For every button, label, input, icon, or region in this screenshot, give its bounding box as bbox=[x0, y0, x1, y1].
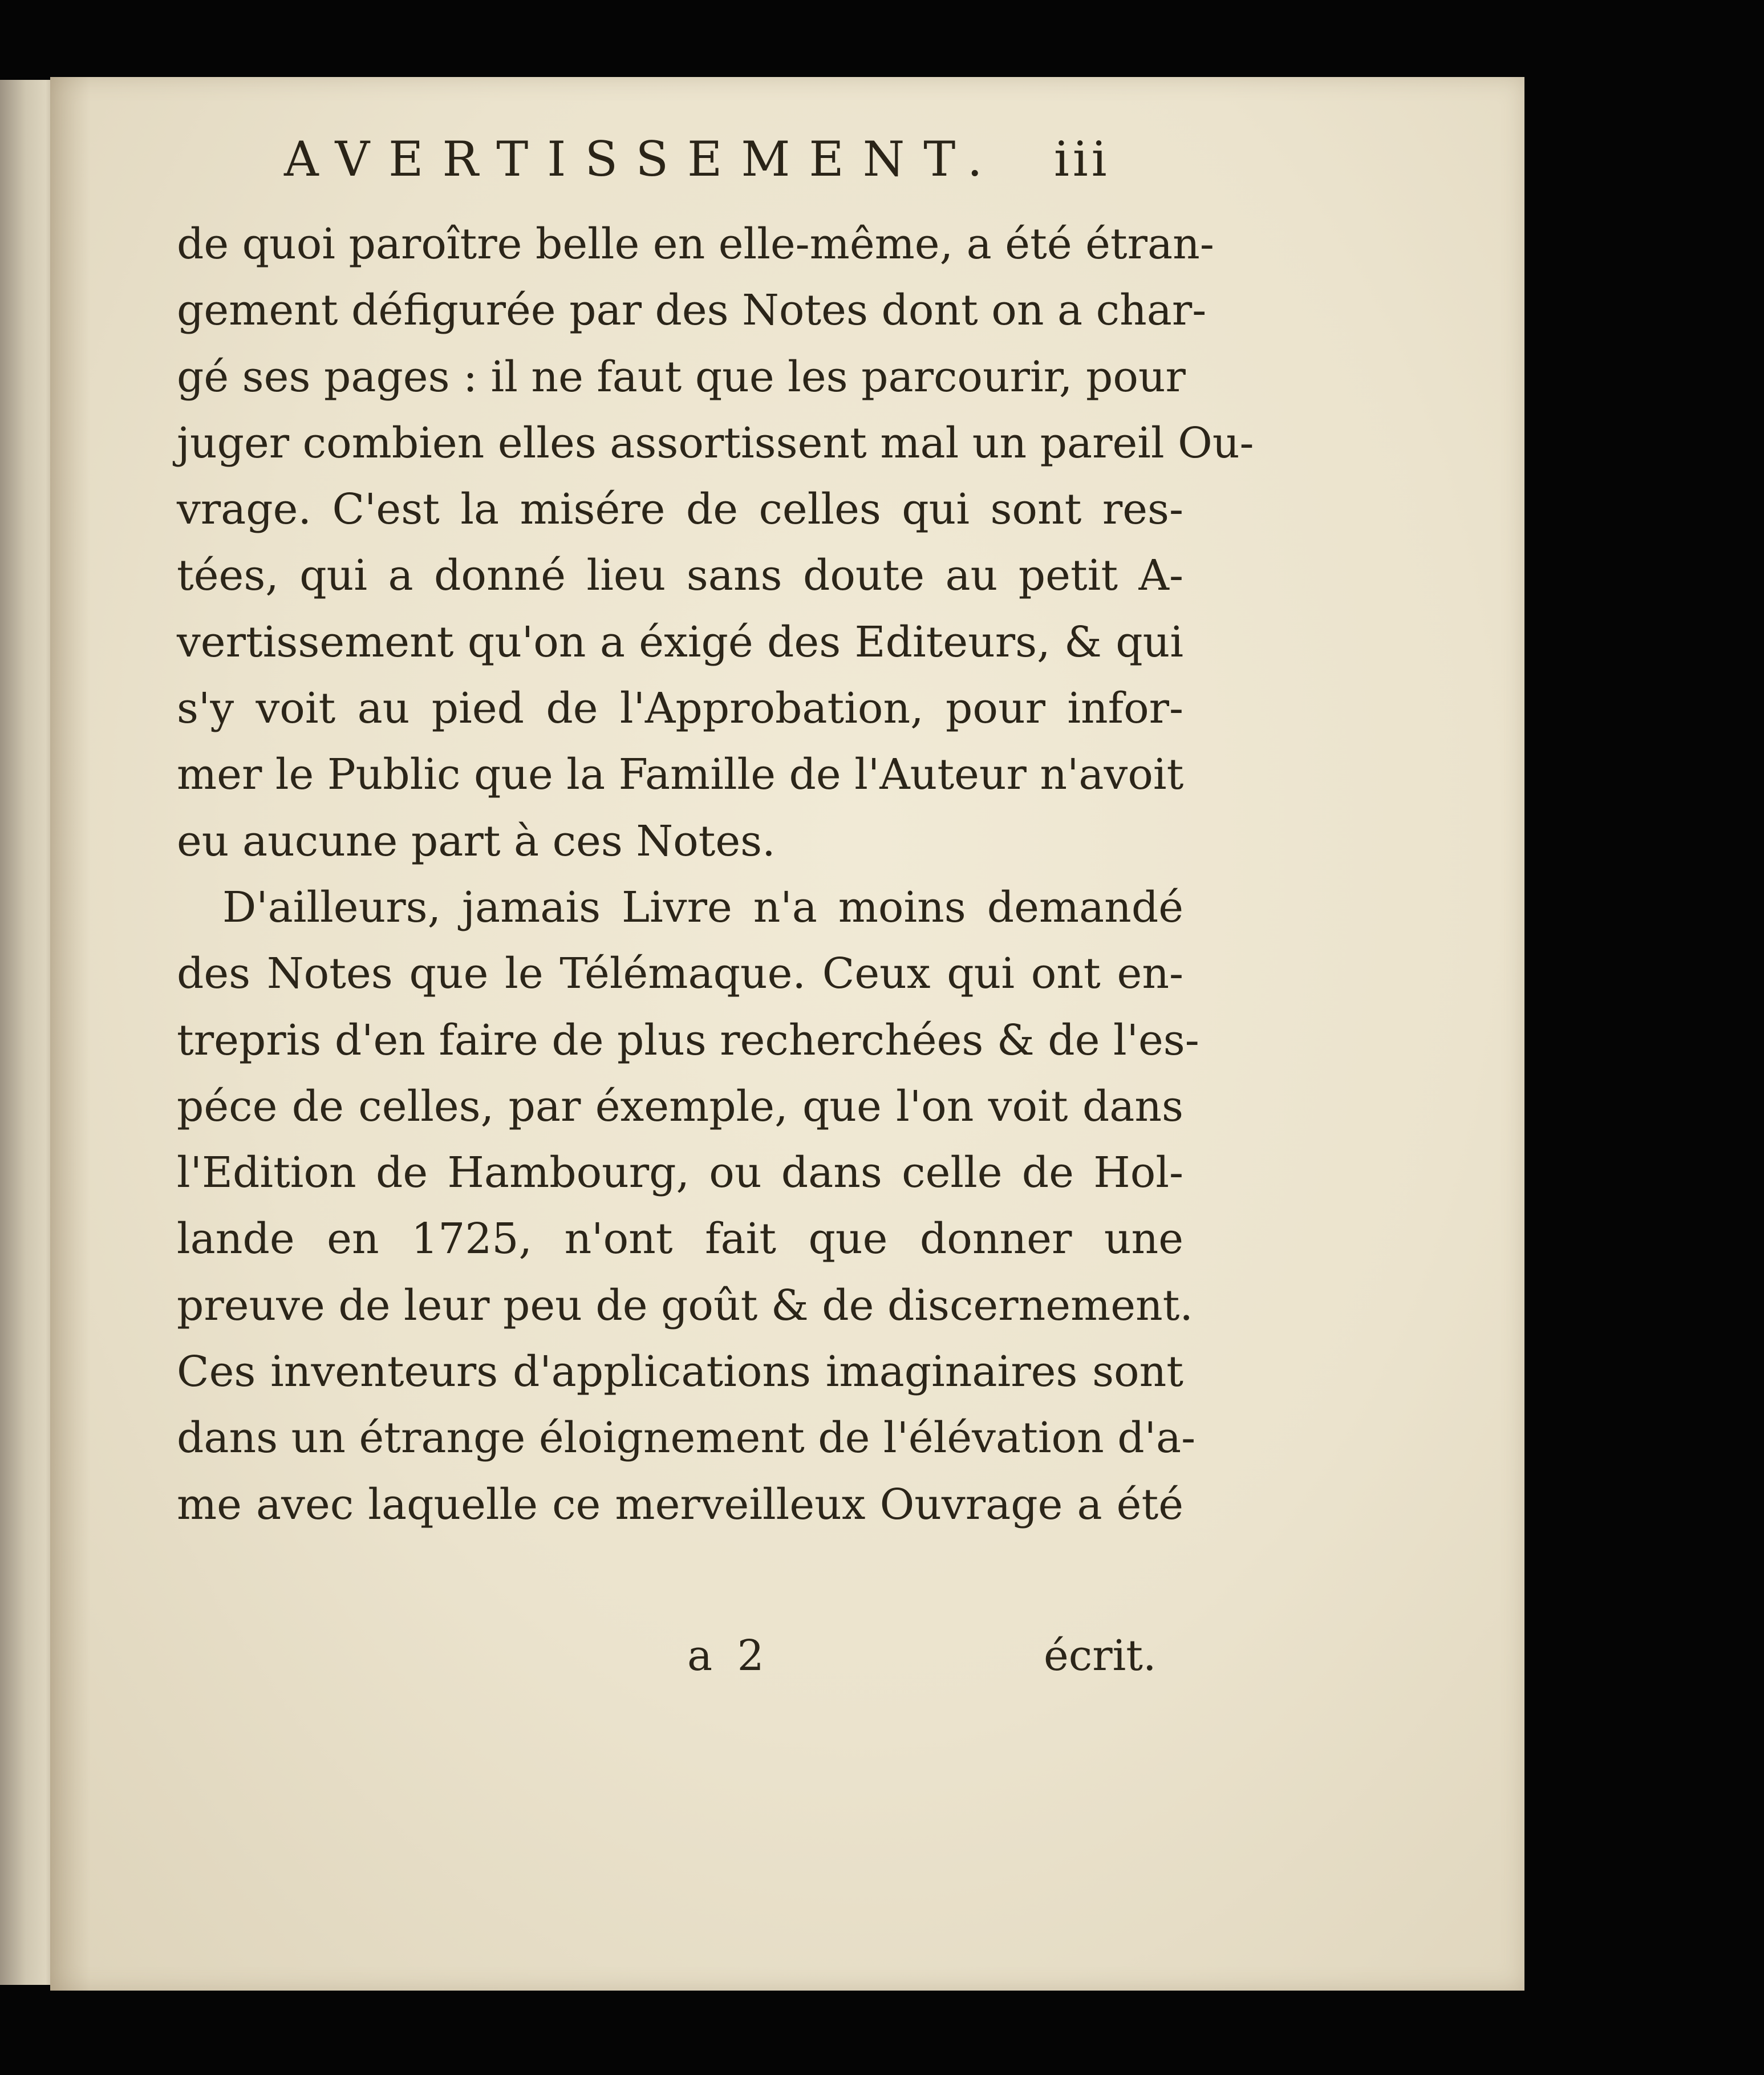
text-line: D'ailleurs, jamais Livre n'a moins demandé bbox=[222, 882, 1183, 932]
text-line: péce de celles, par éxemple, que l'on voit dans bbox=[177, 1081, 1183, 1131]
text-line: vertissement qu'on a éxigé des Editeurs, & qui bbox=[177, 617, 1183, 667]
page-number: iii bbox=[1054, 131, 1110, 187]
signature-mark: a 2 bbox=[687, 1631, 764, 1680]
text-line: s'y voit au pied de l'Approbation, pour infor- bbox=[177, 684, 1183, 733]
body-text bbox=[177, 211, 1254, 1538]
text-line: me avec laquelle ce merveilleux Ouvrage a été bbox=[177, 1480, 1183, 1529]
text-line: trepris d'en faire de plus recherchées & de l'es- bbox=[177, 1015, 1199, 1065]
text-line: gement défigurée par des Notes dont on a char- bbox=[177, 286, 1207, 335]
text-line: eu aucune part à ces Notes. bbox=[177, 816, 776, 866]
text-line: juger combien elles assortissent mal un pareil Ou- bbox=[177, 418, 1254, 468]
previous-page-edge bbox=[0, 80, 57, 1985]
catchword: écrit. bbox=[1044, 1631, 1157, 1680]
running-head-title: AVERTISSEMENT. bbox=[284, 131, 1001, 187]
text-line: dans un étrange éloignement de l'élévation d'a- bbox=[177, 1413, 1196, 1463]
text-line: mer le Public que la Famille de l'Auteur n'avoit bbox=[177, 750, 1184, 800]
text-line: Ces inventeurs d'applications imaginaires sont bbox=[177, 1347, 1183, 1397]
text-line: des Notes que le Télémaque. Ceux qui ont en- bbox=[177, 949, 1183, 999]
text-line: vrage. C'est la misére de celles qui sont res- bbox=[177, 485, 1183, 534]
text-line: tées, qui a donné lieu sans doute au petit A- bbox=[177, 551, 1183, 601]
text-line: de quoi paroître belle en elle-même, a été étran- bbox=[177, 220, 1214, 269]
text-line: lande en 1725, n'ont fait que donner une bbox=[177, 1214, 1183, 1264]
text-line: l'Edition de Hambourg, ou dans celle de Hol- bbox=[177, 1148, 1183, 1198]
text-line: gé ses pages : il ne faut que les parcourir, pour bbox=[177, 352, 1186, 402]
page-gutter-shadow bbox=[50, 77, 90, 1991]
text-line: preuve de leur peu de goût & de discernement. bbox=[177, 1280, 1193, 1330]
